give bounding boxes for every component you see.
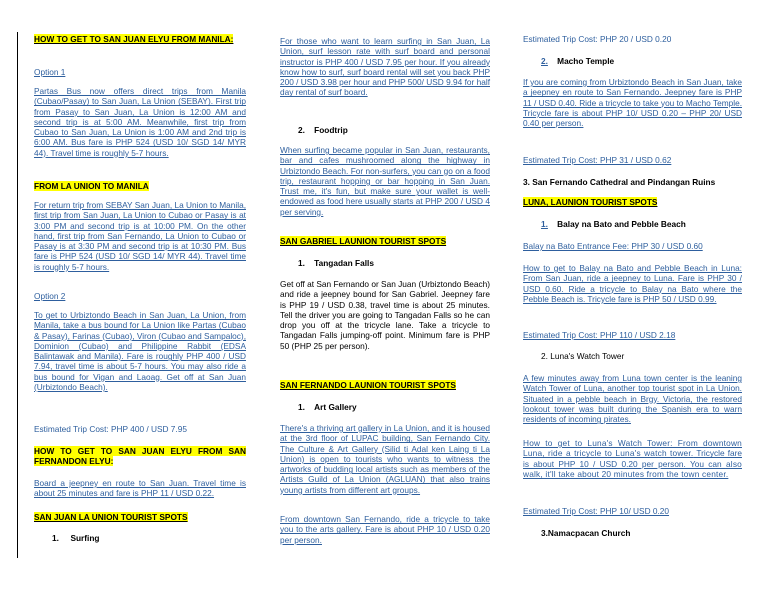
gallery-heading: 1. Art Gallery	[298, 402, 357, 412]
namacpacan-heading: 3.Namacpacan Church	[541, 528, 631, 538]
trip-cost-31: Estimated Trip Cost: PHP 31 / USD 0.62	[523, 155, 672, 165]
watchtower-howto: How to get to Luna's Watch Tower: From downtown Luna, ride a tricycle to Luna's watch tower. Tricycle fare is about PHP 10 / USD 0.20 per person. You can also walk, it'll take about 20 minutes from the town center.	[523, 438, 742, 479]
surf-text: For those who want to learn surfing in San Juan, La Union, surf lesson rate with surf board and personal instructor is PHP 400 / USD 7.95 per hour. If you already know how to surf, surf board rental will set you back PHP 200 / USD 3.98 per hour and PHP 500/ USD 9.94 for half day rental of surf board.	[280, 36, 490, 98]
gallery-text: There's a thriving art gallery in La Union, and it is housed at the 3rd floor of LUPAC building, San Fernando City. The Culture & Art Gallery (Silid ti Adal ken Laing ti La Union) is open to tourists who wants to witness the artworks of budding local artists such as members of the Artists Guild of La Union (AGLUAN) that also trains young artists from different art groups.	[280, 423, 490, 495]
option1-text: Partas Bus now offers direct trips from Manila (Cubao/Pasay) to San Juan, La Union (SEBAY). First trip from Pasay to San Juan, La Union is 12:00 AM and second trip is at 5:00 AM. Meanwhile, first trip from Cubao to San Juan, La Union is 1:00 AM and 2nd trip is 6:00 AM. Bus fare is PHP 524 (USD 10/ SGD 14/ MYR 44). Travel time is roughly 5-7 hours.	[34, 86, 246, 158]
column-rule	[17, 32, 18, 558]
balay-text: How to get to Balay na Bato and Pebble Beach in Luna: From San Juan, ride a jeepney to Luna. Fare is PHP 30 / USD 0.60. Ride a tricycle to Balay na Bato where the Pebble Beach is. Tricycle fare is PHP 50 / USD 0.99.	[523, 263, 742, 304]
trip-cost-10: Estimated Trip Cost: PHP 10/ USD 0.20	[523, 506, 670, 516]
macho-text: If you are coming from Urbiztondo Beach in San Juan, take a jeepney en route to San Fernando. Jeepney fare is PHP 11 / USD 0.40. Ride a tricycle to take you to Macho Temple. Tricycle fare is about PHP 10/ USD 0.20 – PHP 20/ USD 0.40 per person.	[523, 77, 742, 129]
trip-cost-20: Estimated Trip Cost: PHP 20 / USD 0.20	[523, 34, 672, 44]
sanfernando-text: Board a jeepney en route to San Juan. Travel time is about 25 minutes and fare is PHP 11 / USD 0.22.	[34, 478, 246, 499]
option2-text: To get to Urbiztondo Beach in San Juan, La Union, from Manila, take a bus bound for La Union like Partas (Cubao & Pasay), Farinas (Cubao), Viron (Cubao and Sampaloc), Dominion (Cubao) and Philippine Rabbit (EDSA Balintawak and Manila). Fare is roughly PHP 400 / USD 7.94, travel time is about 5-7 hours. You may also ride a bus bound for Vigan and Laoag. Get off at San Juan (Urbiztondo Beach).	[34, 310, 246, 393]
balay-fee: Balay na Bato Entrance Fee: PHP 30 / USD 0.60	[523, 241, 703, 251]
watchtower-text: A few minutes away from Luna town center is the leaning Watch Tower of Luna, another top tourist spot in La Union. Situated in a pebble beach in Brgy. Victoria, the restored lookout tower was built during the Spanish era to warn residents of incoming pirates.	[523, 373, 742, 425]
heading-luna: LUNA, LAUNION TOURIST SPOTS	[523, 197, 658, 207]
tangadan-heading: 1. Tangadan Falls	[298, 258, 374, 268]
heading-sangabriel: SAN GABRIEL LAUNION TOURIST SPOTS	[280, 236, 447, 246]
return-text: For return trip from SEBAY San Juan, La Union to Manila, first trip from San Juan, La Union to Cubao or Pasay is at 3:00 PM and second trip is at 10:00 PM. On the other hand, first trip from San Fernando, La Union to Cubao or Pasay is at 3:30 PM and second trip is at 10:30 PM. Bus fare is PHP 524 (USD 10/ SGD 14/ MYR 44). Travel time is roughly 5-7 hours.	[34, 200, 246, 272]
heading-sanfernando: HOW TO GET TO SAN JUAN ELYU FROM SAN FERNANDON ELYU:	[34, 446, 246, 467]
option2-label: Option 2	[34, 291, 66, 301]
balay-heading: 1. Balay na Bato and Pebble Beach	[541, 219, 686, 229]
option1-label: Option 1	[34, 67, 66, 77]
trip-cost-110: Estimated Trip Cost: PHP 110 / USD 2.18	[523, 330, 676, 340]
cathedral-heading: 3. San Fernando Cathedral and Pindangan Ruins	[523, 177, 716, 187]
heading-manila: HOW TO GET TO SAN JUAN ELYU FROM MANILA:	[34, 34, 234, 44]
watchtower-heading: 2. Luna's Watch Tower	[541, 351, 625, 361]
gallery-howto: From downtown San Fernando, ride a tricycle to take you to the arts gallery. Fare is about PHP 10 / USD 0.20 per person.	[280, 514, 490, 545]
trip-cost-400: Estimated Trip Cost: PHP 400 / USD 7.95	[34, 424, 187, 434]
foodtrip-heading: 2. Foodtrip	[298, 125, 348, 135]
heading-sanfernando-spots: SAN FERNANDO LAUNION TOURIST SPOTS	[280, 380, 456, 390]
macho-heading: 2. Macho Temple	[541, 56, 615, 66]
foodtrip-text: When surfing became popular in San Juan, restaurants, bar and cafes mushroomed along the highway in Urbiztondo Beach. For non-surfers, you can go on a food trip, restaurant hopping or bar hopping in San Juan. Trust me, it's fun, but make sure your wallet is well-endowed as food here usually starts at PHP 200 / USD 4 per serving.	[280, 145, 490, 217]
heading-return: FROM LA UNION TO MANILA	[34, 181, 149, 191]
tangadan-text: Get off at San Fernando or San Juan (Urbiztondo Beach) and ride a jeepney bound for San Gabriel. Jeepney fare is PHP 19 / USD 0.38, travel time is about 25 minutes. Tell the driver you are going to Tangadan Falls so he can drop you off at the tricycle lane. Take a tricycle to Tangadan Falls jumping-off point. Minimum fare is PHP 50 (PHP 25 per person).	[280, 279, 490, 351]
heading-spots-sanjuan: SAN JUAN LA UNION TOURIST SPOTS	[34, 512, 188, 522]
surfing-heading: 1. Surfing	[52, 533, 100, 543]
